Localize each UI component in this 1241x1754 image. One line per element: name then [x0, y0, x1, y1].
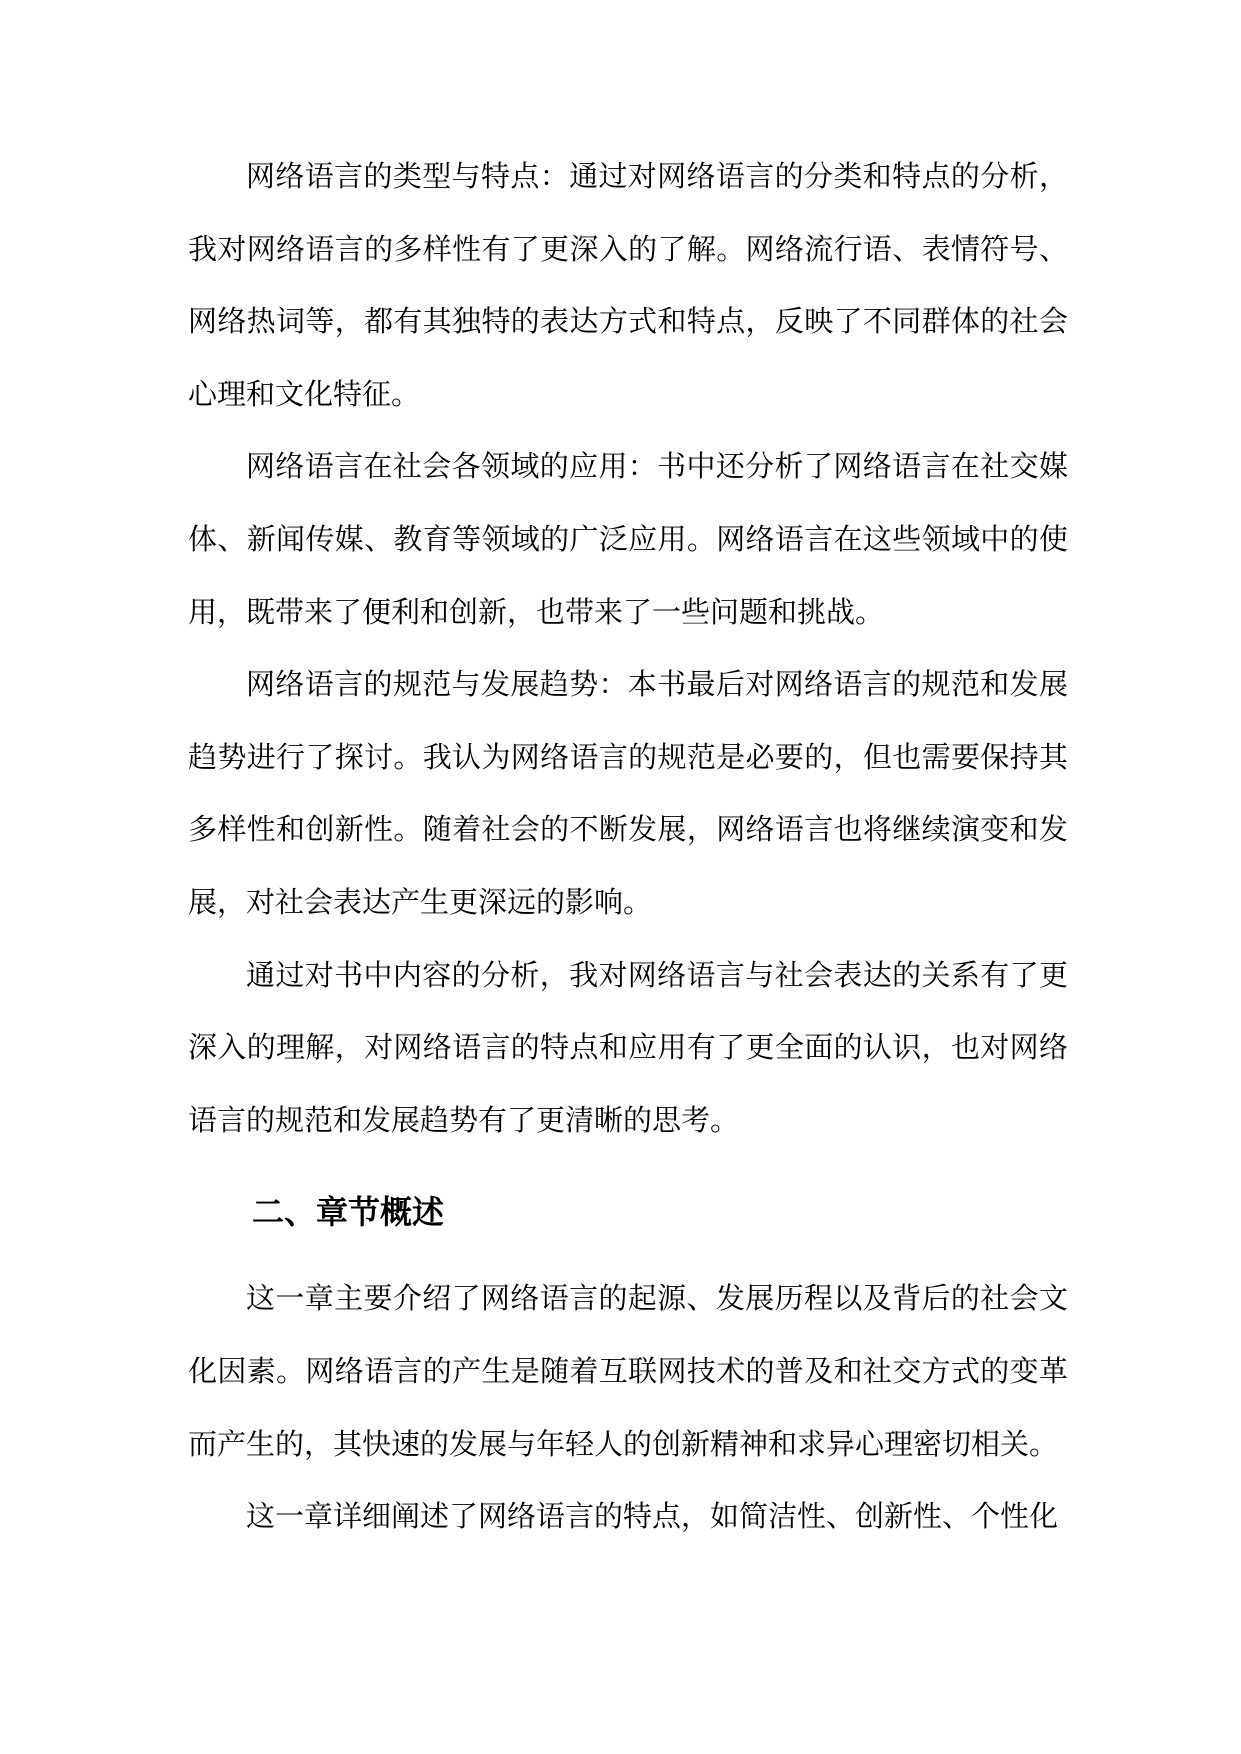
- section-heading: 二、章节概述: [252, 1193, 445, 1232]
- paragraph-language-norms: 网络语言的规范与发展趋势：本书最后对网络语言的规范和发展趋势进行了探讨。我认为网络语言的规范是必要的，但也需要保持其多样性和创新性。随着社会的不断发展，网络语言也将继续演变和发展，对社会表达产生更深远的影响。: [188, 667, 1068, 919]
- paragraph-language-applications: 网络语言在社会各领域的应用：书中还分析了网络语言在社交媒体、新闻传媒、教育等领域的广泛应用。网络语言在这些领域中的使用，既带来了便利和创新，也带来了一些问题和挑战。: [188, 449, 1068, 629]
- paragraph-summary: 通过对书中内容的分析，我对网络语言与社会表达的关系有了更深入的理解，对网络语言的特点和应用有了更全面的认识，也对网络语言的规范和发展趋势有了更清晰的思考。: [188, 957, 1068, 1137]
- paragraph-chapter-features: 这一章详细阐述了网络语言的特点，如简洁性、创新性、个性化: [246, 1499, 1059, 1534]
- paragraph-language-types: 网络语言的类型与特点：通过对网络语言的分类和特点的分析，我对网络语言的多样性有了更深入的了解。网络流行语、表情符号、网络热词等，都有其独特的表达方式和特点，反映了不同群体的社会心理和文化特征。: [188, 159, 1068, 411]
- paragraph-chapter-origins: 这一章主要介绍了网络语言的起源、发展历程以及背后的社会文化因素。网络语言的产生是随着互联网技术的普及和社交方式的变革而产生的，其快速的发展与年轻人的创新精神和求异心理密切相关。: [188, 1281, 1068, 1461]
- page-content: [188, 140, 1068, 1553]
